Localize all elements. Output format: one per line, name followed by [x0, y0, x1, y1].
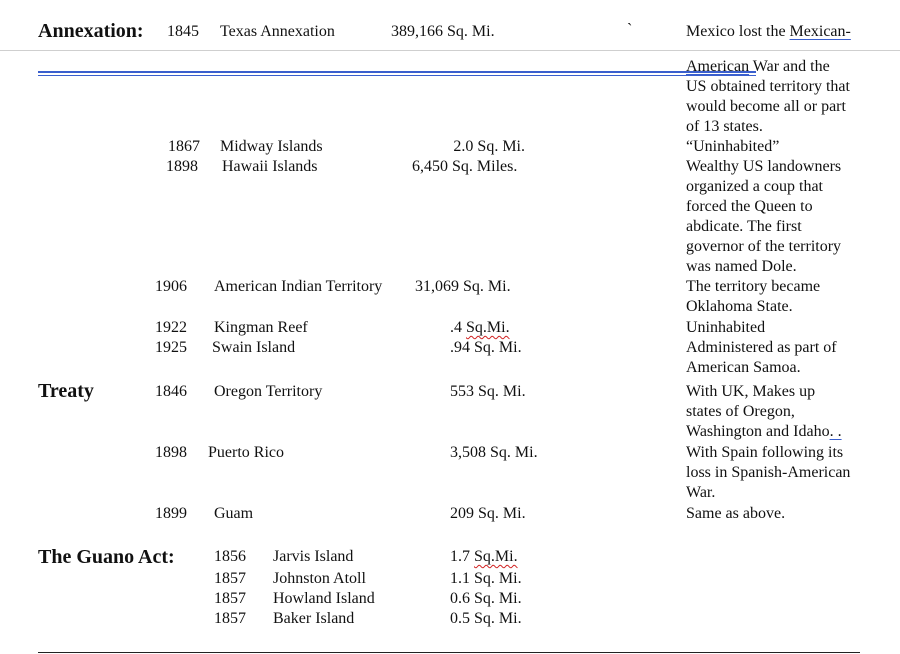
note-text: Washington and Idaho — [686, 423, 830, 440]
swain-area: .94 Sq. Mi. — [450, 339, 522, 356]
bottom-rule — [38, 652, 860, 653]
note-line: organized a coup that — [686, 178, 823, 195]
note-line: loss in Spanish-American — [686, 464, 851, 481]
puerto-year: 1898 — [155, 444, 187, 461]
oregon-name: Oregon Territory — [214, 383, 323, 400]
note-line: Oklahoma State. — [686, 298, 793, 315]
note-line: Wealthy US landowners — [686, 158, 842, 175]
note-line: states of Oregon, — [686, 403, 795, 420]
guano-year: 1857 — [214, 570, 246, 587]
hawaii-note — [686, 157, 886, 277]
note-line: With UK, Makes up — [686, 383, 816, 400]
guano-area: 0.5 Sq. Mi. — [450, 610, 522, 627]
note-line: Administered as part of — [686, 339, 837, 356]
note-line: With Spain following its — [686, 444, 844, 461]
guam-area: 209 Sq. Mi. — [450, 505, 526, 522]
indian-note — [686, 277, 886, 317]
kingman-area — [450, 318, 510, 338]
puerto-name: Puerto Rico — [208, 444, 284, 461]
texas-note-line1 — [686, 22, 851, 42]
note-tail: . . — [829, 423, 842, 440]
guano-year: 1856 — [214, 548, 246, 565]
texas-note-rest — [686, 77, 886, 137]
note-line: would become all or part — [686, 98, 846, 115]
note-line: governor of the territory — [686, 238, 842, 255]
swain-name: Swain Island — [212, 339, 296, 356]
oregon-year: 1846 — [155, 383, 187, 400]
note-line: The territory became — [686, 278, 821, 295]
indian-area: 31,069 Sq. Mi. — [415, 278, 511, 295]
texas-note-link-b: American — [686, 58, 750, 75]
guano-name: Howland Island — [273, 590, 375, 607]
texas-note-text-b: War and the — [749, 58, 830, 75]
note-line: War. — [686, 484, 716, 501]
hawaii-area: 6,450 Sq. Miles. — [412, 158, 518, 175]
guano-name: Baker Island — [273, 610, 355, 627]
puerto-note — [686, 443, 886, 503]
midway-note: “Uninhabited” — [686, 138, 780, 155]
stray-mark: ` — [627, 21, 633, 38]
note-line: forced the Queen to — [686, 198, 813, 215]
heading-guano: The Guano Act: — [38, 546, 175, 568]
note-line: of 13 states. — [686, 118, 763, 135]
swain-note — [686, 338, 886, 378]
oregon-area: 553 Sq. Mi. — [450, 383, 526, 400]
note-line: abdicate. The first — [686, 218, 802, 235]
note-line: American Samoa. — [686, 359, 801, 376]
kingman-area-unit: Sq.Mi. — [466, 319, 510, 336]
midway-area: 2.0 Sq. Mi. — [453, 138, 525, 155]
texas-name: Texas Annexation — [220, 23, 335, 40]
indian-year: 1906 — [155, 278, 187, 295]
kingman-note: Uninhabited — [686, 319, 766, 336]
hawaii-name: Hawaii Islands — [222, 158, 318, 175]
double-underline-bottom — [38, 75, 756, 76]
guano-year: 1857 — [214, 590, 246, 607]
kingman-name: Kingman Reef — [214, 319, 308, 336]
guano-area: 1.1 Sq. Mi. — [450, 570, 522, 587]
guano-name: Jarvis Island — [273, 548, 354, 565]
kingman-area-num: .4 — [450, 319, 466, 336]
texas-note-line2 — [686, 57, 830, 77]
texas-note-link-a: Mexican- — [789, 23, 851, 40]
guano-area-unit: Sq.Mi. — [474, 548, 518, 565]
texas-note-text-a: Mexico lost the — [686, 23, 790, 40]
guam-name: Guam — [214, 505, 254, 522]
kingman-year: 1922 — [155, 319, 187, 336]
note-line: was named Dole. — [686, 258, 797, 275]
double-underline-top — [38, 71, 756, 73]
note-line: US obtained territory that — [686, 78, 850, 95]
midway-year: 1867 — [168, 138, 200, 155]
hawaii-year: 1898 — [166, 158, 198, 175]
guano-area: 0.6 Sq. Mi. — [450, 590, 522, 607]
heading-treaty: Treaty — [38, 380, 94, 402]
guano-name: Johnston Atoll — [273, 570, 366, 587]
texas-area: 389,166 Sq. Mi. — [391, 23, 495, 40]
heading-annexation: Annexation: — [38, 20, 144, 42]
midway-name: Midway Islands — [220, 138, 323, 155]
guano-year: 1857 — [214, 610, 246, 627]
guano-area — [450, 547, 518, 567]
puerto-area: 3,508 Sq. Mi. — [450, 444, 538, 461]
swain-year: 1925 — [155, 339, 187, 356]
texas-year: 1845 — [167, 23, 199, 40]
note-line-last — [686, 422, 886, 442]
indian-name: American Indian Territory — [214, 278, 383, 295]
guam-note: Same as above. — [686, 505, 786, 522]
guam-year: 1899 — [155, 505, 187, 522]
oregon-note — [686, 382, 886, 442]
guano-area-num: 1.7 — [450, 548, 474, 565]
page-top-rule — [0, 50, 900, 51]
